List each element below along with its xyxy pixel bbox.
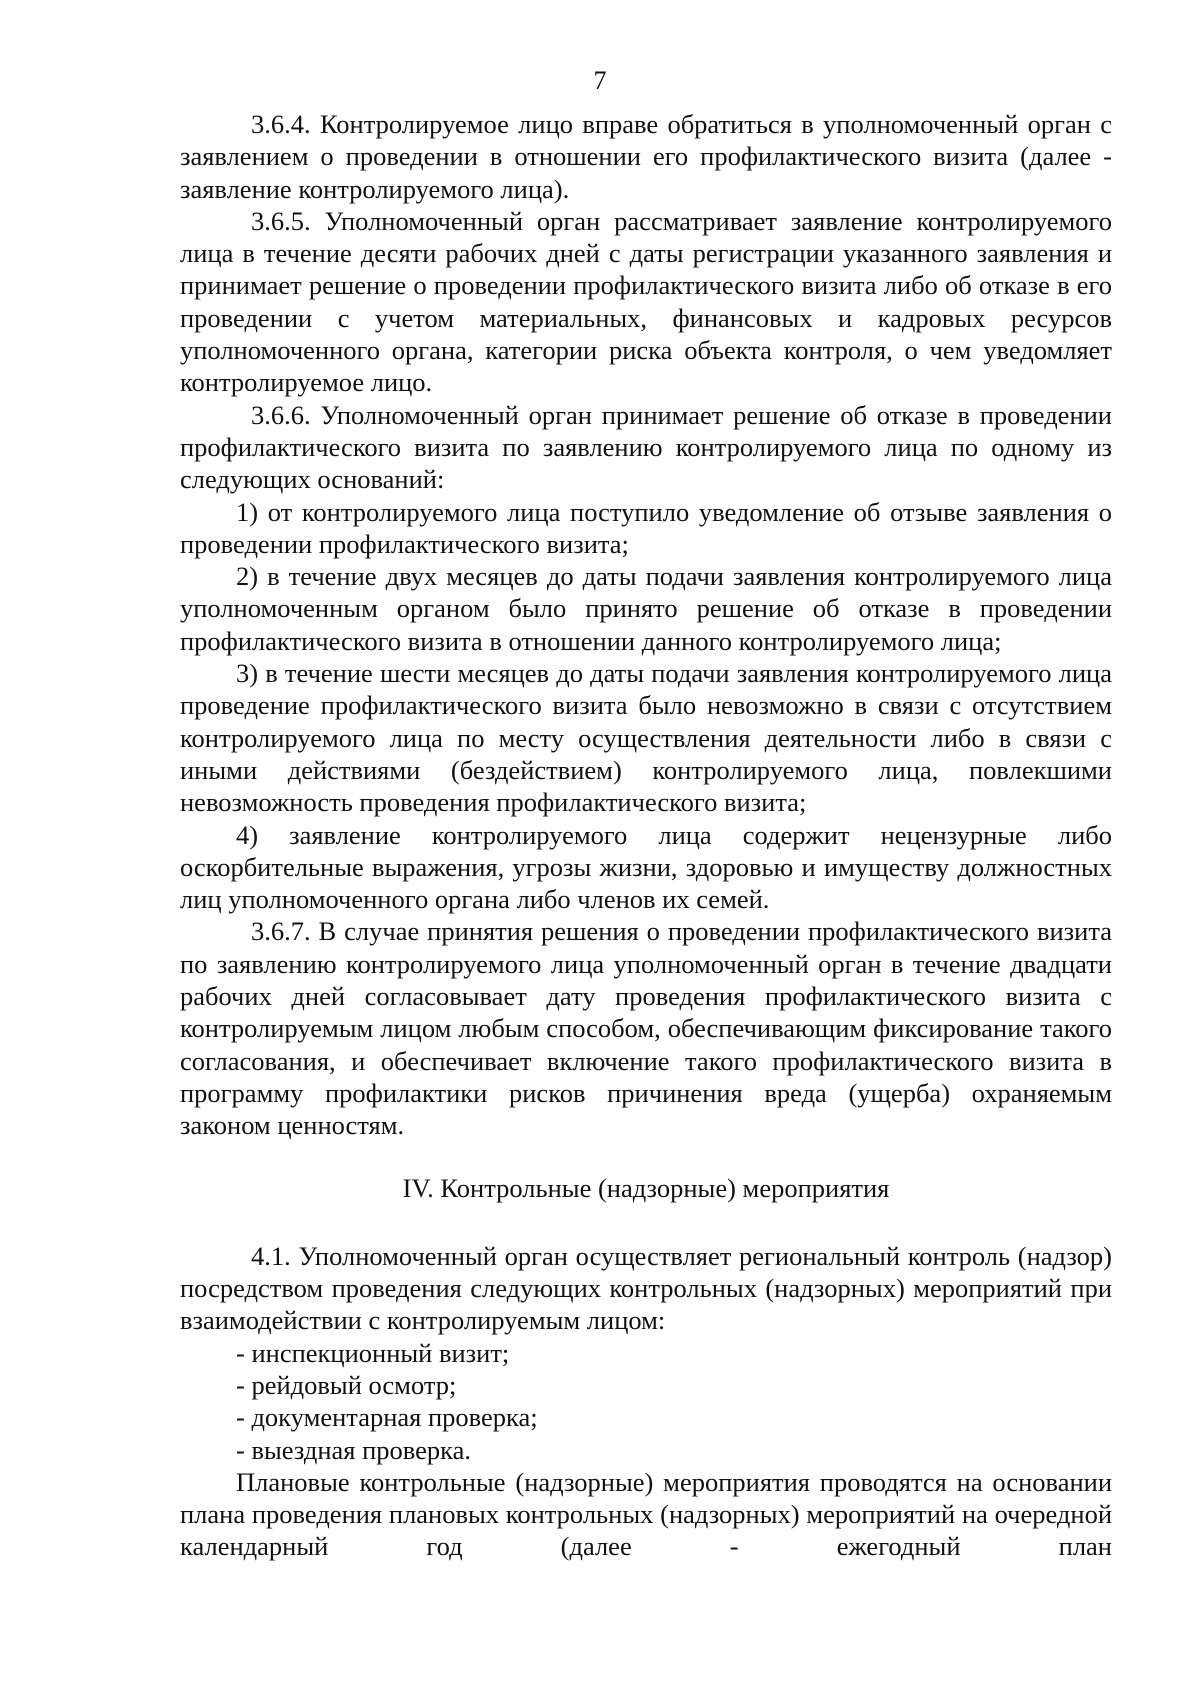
list-item-3: 3) в течение шести месяцев до даты подачи заявления контролируемого лица проведение профилактического визита было невозможно в связи с отсутствием контролируемого лица по месту осуществления деятельности либо в связи с иными действиями (бездействием) контролируемого лица, повлекшими невозможность проведения профилактического визита; bbox=[180, 658, 1112, 818]
list-item-4: 4) заявление контролируемого лица содержит нецензурные либо оскорбительные выражения, угрозы жизни, здоровью и имуществу должностных лиц уполномоченного органа либо членов их семей. bbox=[180, 819, 1112, 915]
paragraph-3-6-4: 3.6.4. Контролируемое лицо вправе обратиться в уполномоченный орган с заявлением о проведении в отношении его профилактического визита (далее - заявление контролируемого лица). bbox=[180, 109, 1112, 204]
paragraph-planned-measures: Плановые контрольные (надзорные) мероприятия проводятся на основании плана проведения плановых контрольных (надзорных) мероприятий на очередной календарный год (далее - ежегодный план bbox=[180, 1466, 1112, 1562]
paragraph-3-6-6: 3.6.6. Уполномоченный орган принимает решение об отказе в проведении профилактического визита по заявлению контролируемого лица по одному из следующих оснований: bbox=[180, 399, 1112, 495]
paragraph-3-6-5: 3.6.5. Уполномоченный орган рассматривает заявление контролируемого лица в течение десяти рабочих дней с даты регистрации указанного заявления и принимает решение о проведении профилактического визита либо об отказе в его проведении с учетом материальных, финансовых и кадровых ресурсов уполномоченного органа, категории риска объекта контроля, о чем уведомляет контролируемое лицо. bbox=[180, 205, 1112, 398]
dash-item-documentary-check: - документарная проверка; bbox=[236, 1402, 538, 1433]
dash-item-field-check: - выездная проверка. bbox=[236, 1434, 471, 1465]
list-item-1: 1) от контролируемого лица поступило уведомление об отзыве заявления о проведении профилактического визита; bbox=[180, 496, 1112, 559]
paragraph-3-6-7: 3.6.7. В случае принятия решения о проведении профилактического визита по заявлению контролируемого лица уполномоченный орган в течение двадцати рабочих дней согласовывает дату проведения профилактического визита с контролируемым лицом любым способом, обеспечивающим фиксирование такого согласования, и обеспечивает включение такого профилактического визита в программу профилактики рисков причинения вреда (ущерба) охраняемым законом ценностям. bbox=[180, 916, 1112, 1141]
list-item-2: 2) в течение двух месяцев до даты подачи заявления контролируемого лица уполномоченным органом было принято решение об отказе в проведении профилактического визита в отношении данного контролируемого лица; bbox=[180, 561, 1112, 656]
document-body bbox=[180, 108, 1112, 1563]
dash-item-raid-inspection: - рейдовый осмотр; bbox=[236, 1369, 457, 1400]
section-heading: IV. Контрольные (надзорные) мероприятия bbox=[402, 1172, 890, 1203]
paragraph-4-1: 4.1. Уполномоченный орган осуществляет региональный контроль (надзор) посредством проведения следующих контрольных (надзорных) мероприятий при взаимодействии с контролируемым лицом: bbox=[180, 1240, 1112, 1336]
dash-item-inspection-visit: - инспекционный визит; bbox=[236, 1337, 510, 1368]
page-number: 7 bbox=[593, 66, 607, 95]
